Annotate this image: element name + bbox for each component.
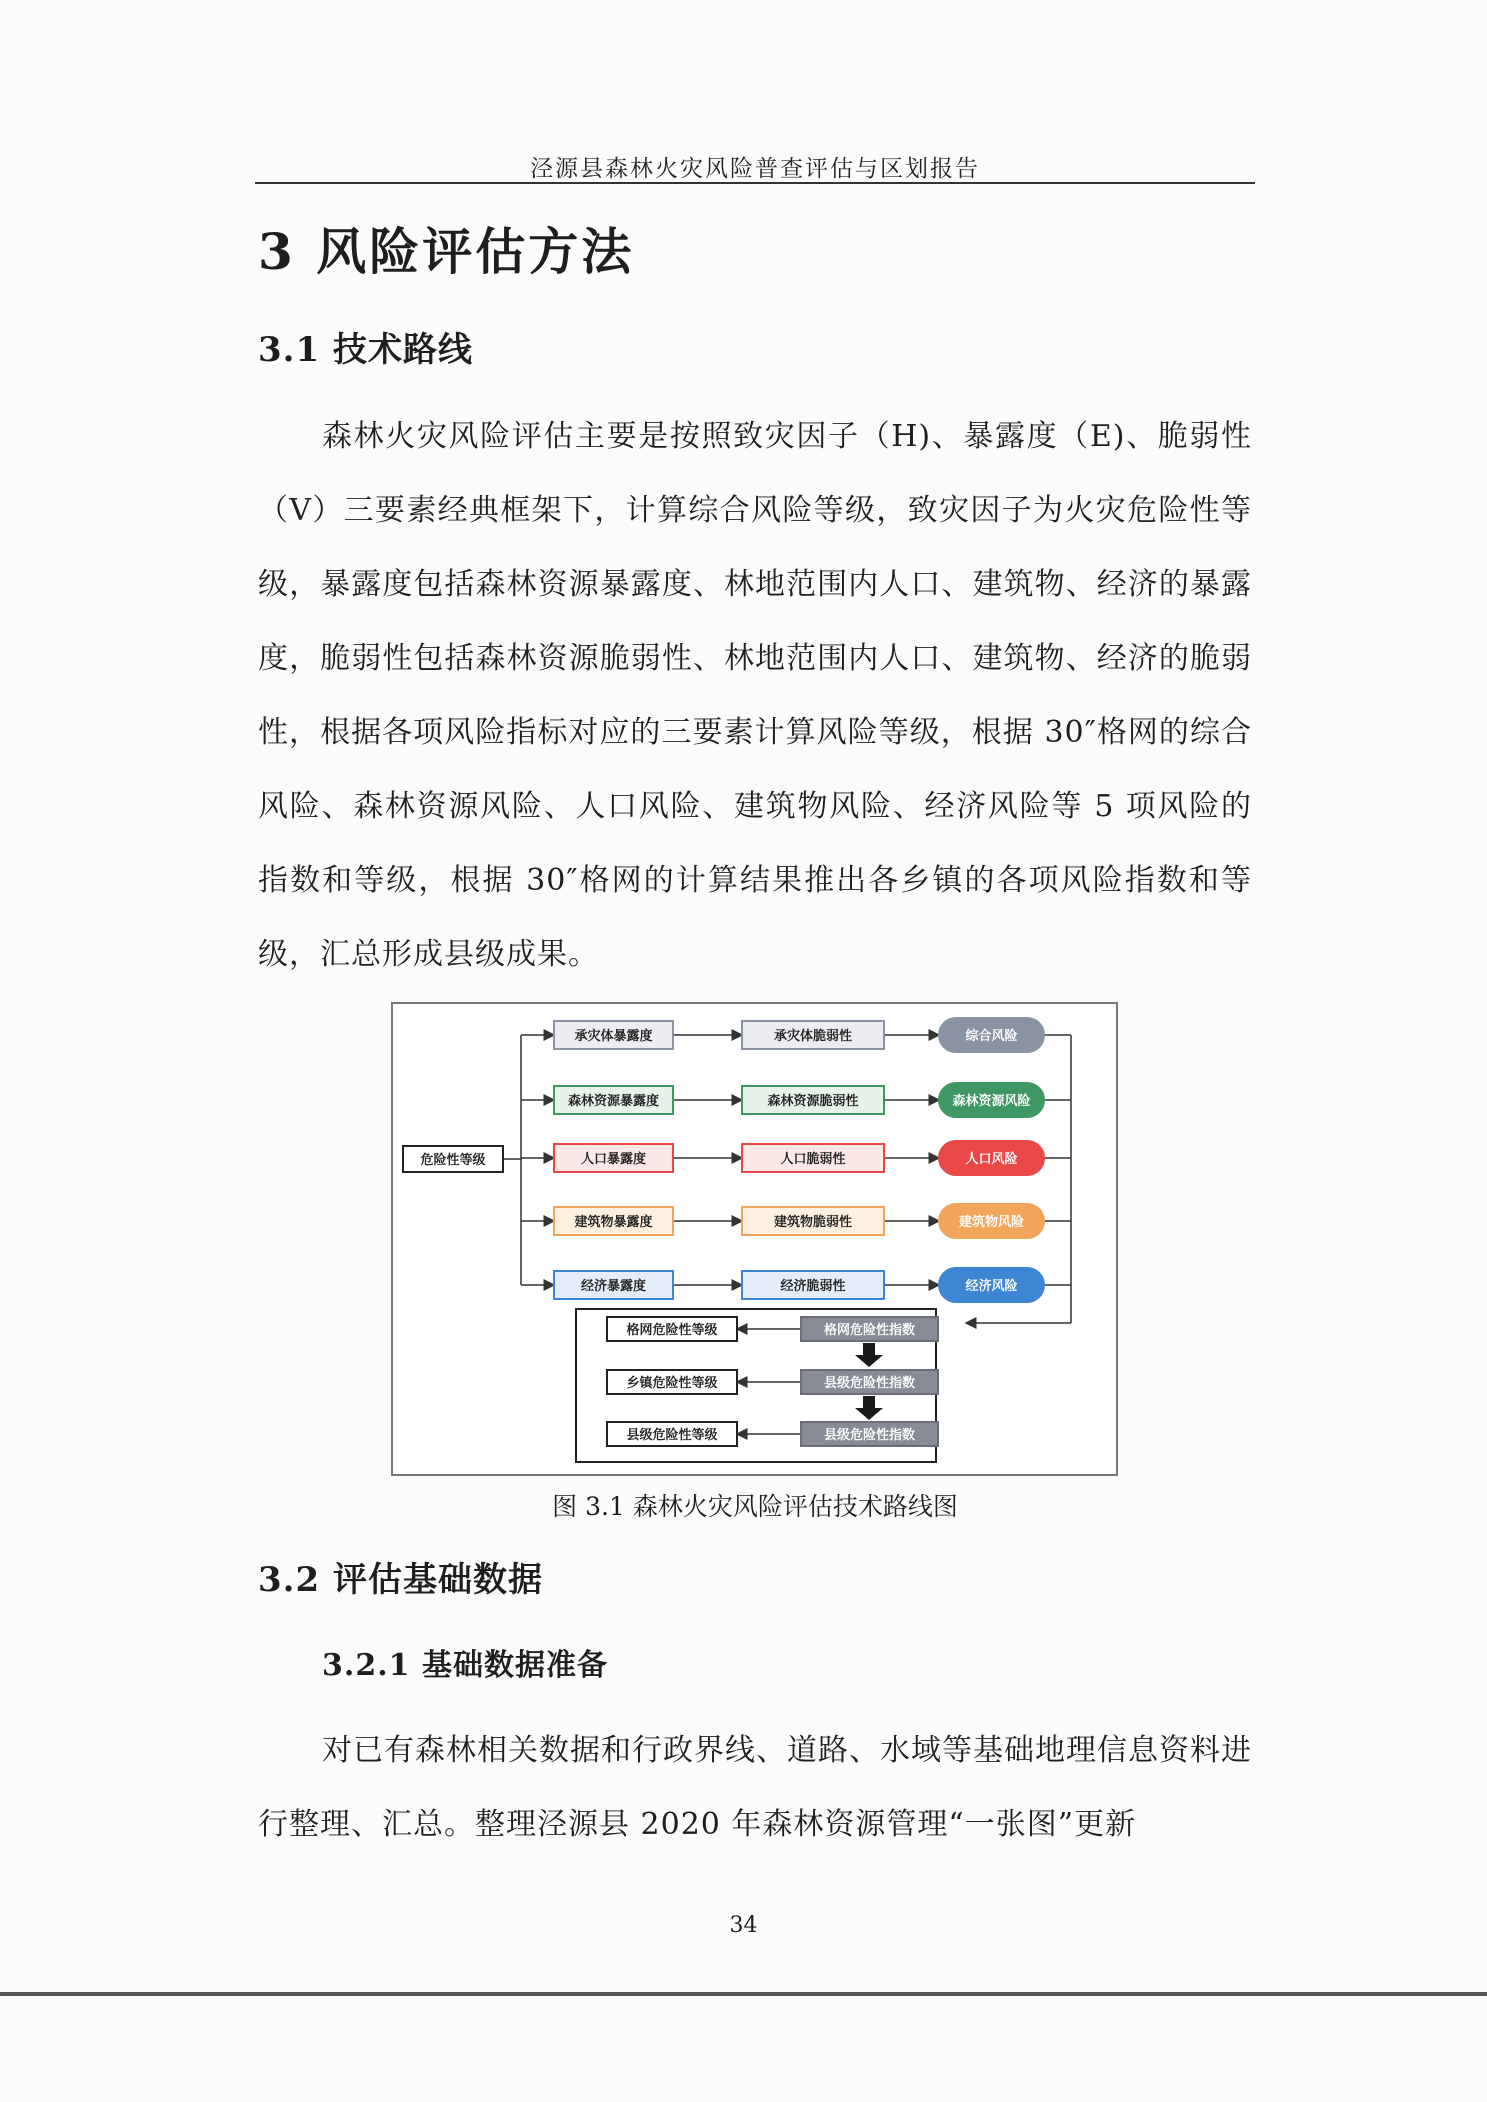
exposure-box-0-label: 承灾体暴露度 xyxy=(574,1029,653,1044)
risk-box-0-label: 综合风险 xyxy=(965,1029,1018,1044)
vulnerability-box-4-label: 经济脆弱性 xyxy=(780,1279,846,1294)
flowchart xyxy=(393,1004,1116,1474)
risk-box-3-label: 建筑物风险 xyxy=(958,1215,1025,1230)
aggregate-level-box-0-label: 格网危险性等级 xyxy=(626,1323,718,1338)
chapter-title: 3 风险评估方法 xyxy=(258,222,635,281)
header-divider xyxy=(255,182,1255,184)
figure-caption: 图 3.1 森林火灾风险评估技术路线图 xyxy=(552,1492,958,1521)
aggregate-level-box-1-label: 乡镇危险性等级 xyxy=(626,1376,718,1391)
section-3-2-paragraph: 对已有森林相关数据和行政界线、道路、水域等基础地理信息资料进行整理、汇总。整理泾源县 2020 年森林资源管理“一张图”更新 xyxy=(258,1733,1252,1842)
vulnerability-box-2-label: 人口脆弱性 xyxy=(780,1152,846,1167)
hazard-level-source-box-label: 危险性等级 xyxy=(420,1153,486,1168)
section-3-1-paragraph: 森林火灾风险评估主要是按照致灾因子（H)、暴露度（E)、脆弱性（V）三要素经典框架下，计算综合风险等级，致灾因子为火灾危险性等级，暴露度包括森林资源暴露度、林地范围内人口、建筑物、经济的暴露度，脆弱性包括森林资源脆弱性、林地范围内人口、建筑物、经济的脆弱性，根据各项风险指标对应的三要素计算风险等级，根据 30″格网的综合风险、森林资源风险、人口风险、建筑物风险、经济风险等 5 项风险的指数和等级，根据 30″格网的计算结果推出各乡镇的各项风险指数和等级，汇总形成县级成果。 xyxy=(258,419,1252,972)
page-number: 34 xyxy=(729,1913,758,1938)
flowchart-nodes xyxy=(403,1018,1044,1462)
vulnerability-box-1-label: 森林资源脆弱性 xyxy=(767,1094,859,1109)
section-3-1-heading: 3.1 技术路线 xyxy=(258,330,473,370)
running-header: 泾源县森林火灾风险普查评估与区划报告 xyxy=(530,156,980,182)
aggregate-index-box-0-label: 格网危险性指数 xyxy=(823,1323,916,1338)
exposure-box-4-label: 经济暴露度 xyxy=(580,1279,647,1294)
exposure-box-2-label: 人口暴露度 xyxy=(580,1152,647,1167)
aggregate-index-box-2-label: 县级危险性指数 xyxy=(823,1428,916,1443)
technical-route-figure xyxy=(391,1002,1118,1476)
section-3-2-heading: 3.2 评估基础数据 xyxy=(258,1560,543,1600)
risk-box-2-label: 人口风险 xyxy=(965,1152,1018,1167)
aggregate-index-box-1-label: 县级危险性指数 xyxy=(823,1376,916,1391)
risk-box-1-label: 森林资源风险 xyxy=(952,1094,1031,1109)
exposure-box-3-label: 建筑物暴露度 xyxy=(574,1215,653,1230)
risk-box-4-label: 经济风险 xyxy=(965,1279,1018,1294)
vulnerability-box-0-label: 承灾体脆弱性 xyxy=(773,1029,853,1044)
down-arrow-icon xyxy=(855,1343,883,1367)
scan-bottom-edge xyxy=(0,1992,1487,1996)
vulnerability-box-3-label: 建筑物脆弱性 xyxy=(773,1215,853,1230)
aggregate-level-box-2-label: 县级危险性等级 xyxy=(626,1428,718,1443)
section-3-2-1-heading: 3.2.1 基础数据准备 xyxy=(322,1648,608,1683)
exposure-box-1-label: 森林资源暴露度 xyxy=(567,1094,660,1109)
down-arrow-icon xyxy=(855,1396,883,1420)
